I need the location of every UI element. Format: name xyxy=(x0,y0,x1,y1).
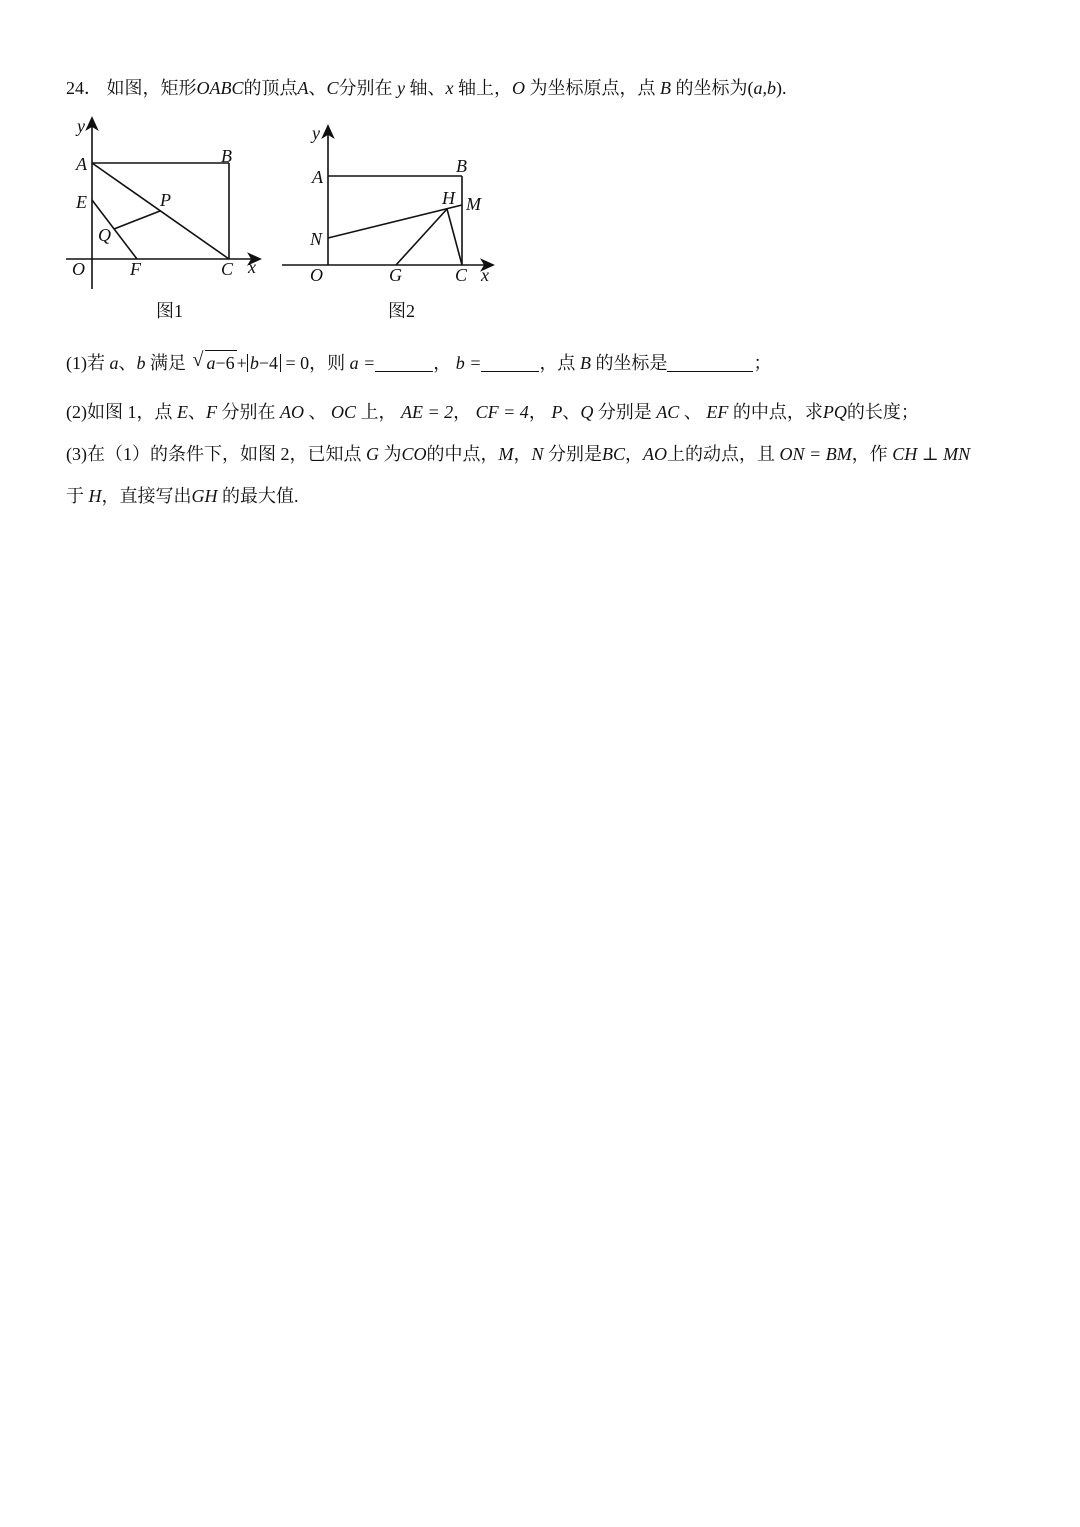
p2-f: F xyxy=(206,402,217,422)
p2-ac: AC xyxy=(656,402,680,422)
p2-p: P xyxy=(551,402,563,422)
stem-text-12: 为坐标原点，点 xyxy=(529,78,656,98)
question-stem xyxy=(66,76,787,100)
p2-len: 的长度； xyxy=(846,402,919,422)
fig1-caption: 图1 xyxy=(156,301,183,321)
sqrt-expression xyxy=(193,350,237,375)
p3-g: G xyxy=(366,444,379,464)
p2-e: E xyxy=(177,402,188,422)
stem-text-3: A xyxy=(297,78,309,98)
fig1-label-c: C xyxy=(221,259,234,279)
p2-q: Q xyxy=(580,402,594,422)
p3-line2-end: 的最大值. xyxy=(222,486,299,506)
p3-m: M xyxy=(498,444,514,464)
fig1-diagonal-ac xyxy=(92,163,229,259)
stem-text-8: 轴、 xyxy=(409,78,446,98)
stem-text-7: y xyxy=(397,78,406,98)
p1-b: b xyxy=(136,353,146,373)
part-2 xyxy=(66,400,919,424)
p2-ao: AO xyxy=(280,402,304,422)
p1-a: a xyxy=(109,353,119,373)
stem-text-6: 分别在 xyxy=(338,78,393,98)
p3-on: 分别是 xyxy=(548,444,603,464)
p3-make: ，作 xyxy=(851,444,888,464)
p3-bc: BC xyxy=(602,444,626,464)
p2-sep2: 、 xyxy=(308,402,327,422)
p3-gh: GH xyxy=(191,486,218,506)
fig1-label-p: P xyxy=(160,190,171,210)
fig2-caption: 图2 xyxy=(388,301,415,321)
p2-cf-eq: CF = 4 xyxy=(475,402,529,422)
p3-n: N xyxy=(531,444,544,464)
stem-text-4: 、 xyxy=(308,78,327,98)
fig2-label-x: x xyxy=(481,265,489,285)
p3-ch-perp-mn: CH ⊥ MN xyxy=(892,444,971,464)
p3-is: 为 xyxy=(383,444,402,464)
p3-mid: 的中点， xyxy=(426,444,499,464)
p1-point-b: B xyxy=(579,353,591,373)
p1-sep: 、 xyxy=(118,353,137,373)
answer-blank-a[interactable] xyxy=(375,353,433,372)
p2-comma2: ， xyxy=(528,402,547,422)
fig2-label-a: A xyxy=(312,167,323,187)
fig1-label-e: E xyxy=(76,192,87,212)
stem-text-19: ) xyxy=(776,78,783,98)
fig2-segment-gh xyxy=(396,209,447,265)
fig2-label-y: y xyxy=(312,123,320,143)
stem-text-16: a xyxy=(753,78,763,98)
p1-plus: + xyxy=(236,353,247,373)
p2-on: 分别在 xyxy=(221,402,276,422)
question-number: 24． xyxy=(66,78,102,98)
stem-text-20: . xyxy=(782,78,787,98)
fig1-label-y: y xyxy=(77,116,85,136)
p1-abs-rest: −4 xyxy=(258,353,278,373)
fig2-segment-nm xyxy=(328,205,462,238)
stem-text-14: 的坐标为 xyxy=(675,78,748,98)
p3-line2-mid: ，直接写出 xyxy=(101,486,192,506)
sqrt-sign-icon: √ xyxy=(192,349,204,371)
stem-text-11: O xyxy=(512,78,526,98)
p1-then: ，则 xyxy=(309,353,346,373)
fig2-label-b: B xyxy=(456,156,467,176)
p1-sqrt-rest: −6 xyxy=(215,353,235,373)
p2-prefix: (2)如图 1，点 xyxy=(66,402,173,422)
p1-a-eq: a = xyxy=(349,353,376,373)
stem-text-2: 的顶点 xyxy=(243,78,298,98)
stem-text-9: x xyxy=(445,78,454,98)
fig2-label-o: O xyxy=(310,265,323,285)
p1-end: ； xyxy=(753,353,772,373)
fig1-label-q: Q xyxy=(98,225,111,245)
p3-on-eq-bm: ON = BM xyxy=(779,444,852,464)
p2-mid-end: 的中点，求 xyxy=(732,402,823,422)
answer-blank-b-coordinates[interactable] xyxy=(667,353,753,372)
fig1-label-x: x xyxy=(248,257,256,277)
fig2-label-h: H xyxy=(442,188,455,208)
p2-mid: 分别是 xyxy=(597,402,652,422)
abs-expression xyxy=(247,354,281,372)
p1-comma1: ， xyxy=(433,353,452,373)
fig2-label-c: C xyxy=(455,265,468,285)
fig1-label-o: O xyxy=(72,259,85,279)
p1-prefix: (1)若 xyxy=(66,353,105,373)
fig2-segment-hc xyxy=(447,209,462,265)
part-1 xyxy=(66,350,771,375)
stem-text-0: 如图，矩形 xyxy=(106,78,197,98)
part-3-line-2 xyxy=(66,484,299,508)
stem-text-15: ( xyxy=(747,78,754,98)
answer-blank-b[interactable] xyxy=(481,353,539,372)
stem-text-17: , xyxy=(762,78,768,98)
p2-comma1: ， xyxy=(453,402,472,422)
fig1-label-b: B xyxy=(221,146,232,166)
stem-text-5: C xyxy=(326,78,339,98)
p3-ao: AO xyxy=(643,444,668,464)
part-3-line-1 xyxy=(66,442,970,466)
p3-prefix: (3)在（1）的条件下，如图 2，已知点 xyxy=(66,444,362,464)
p1-satisfy: 满足 xyxy=(150,353,186,373)
p1-eq0: = 0 xyxy=(285,353,310,373)
p2-ef: EF xyxy=(706,402,729,422)
stem-text-1: OABC xyxy=(196,78,244,98)
fig1-label-a: A xyxy=(76,154,87,174)
stem-text-10: 轴上， xyxy=(458,78,513,98)
p1-b-eq: b = xyxy=(455,353,482,373)
p2-sep3: 、 xyxy=(562,402,581,422)
p2-sep4: 、 xyxy=(683,402,702,422)
p1-comma2: ，点 xyxy=(539,353,576,373)
p2-pq: PQ xyxy=(822,402,847,422)
stem-text-18: b xyxy=(767,78,777,98)
fig2-label-m: M xyxy=(466,194,481,214)
p1-coord-is: 的坐标是 xyxy=(595,353,668,373)
p2-on-end: 上， xyxy=(360,402,397,422)
p3-comma2: ， xyxy=(625,444,644,464)
p3-moving: 上的动点，且 xyxy=(667,444,776,464)
p2-ae-eq: AE = 2 xyxy=(401,402,454,422)
fig2-label-g: G xyxy=(389,265,402,285)
p3-h: H xyxy=(88,486,102,506)
p2-oc: OC xyxy=(331,402,357,422)
p1-sqrt-a: a xyxy=(206,353,216,373)
p2-sep1: 、 xyxy=(188,402,206,422)
fig1-label-f: F xyxy=(130,259,141,279)
p3-comma: ， xyxy=(513,444,532,464)
fig1-segment-pq xyxy=(114,211,160,229)
p3-co: CO xyxy=(401,444,427,464)
p1-abs-b: b xyxy=(249,353,259,373)
fig2-label-n: N xyxy=(310,229,323,249)
p3-line2-prefix: 于 xyxy=(66,486,84,506)
figures xyxy=(0,110,1080,450)
stem-text-13: B xyxy=(660,78,672,98)
